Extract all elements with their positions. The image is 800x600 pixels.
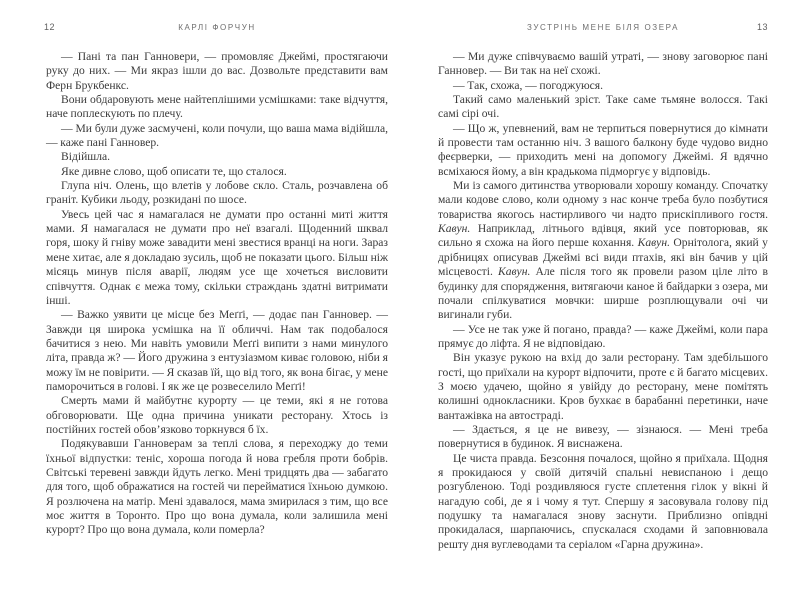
right-page-text — [438, 50, 768, 552]
italic-text-run: Кавун. — [438, 222, 471, 236]
text-run: Глупа ніч. Олень, що влетів у лобове скло. Сталь, розчавлена об граніт. Кубики льоду, розкидані по шосе. — [46, 179, 388, 207]
left-running-head: КАРЛІ ФОРЧУН — [178, 23, 256, 32]
text-run: Такий само маленький зріст. Таке саме тьмяне волосся. Такі самі сірі очі. — [438, 93, 768, 121]
paragraph — [46, 50, 388, 93]
paragraph — [46, 394, 388, 437]
text-run: Ми із самого дитинства утворювали хорошу команду. Спочатку мали кодове слово, коли одному з нас конче треба було позбутися товариства якогось настирливого чи надто прискіпливого гостя. — [438, 179, 768, 221]
paragraph — [438, 79, 768, 93]
text-run: — Здається, я це не вивезу, — зізнаюся. — Мені треба повернутися в будинок. Я виснажена. — [438, 422, 768, 451]
right-running-head: ЗУСТРІНЬ МЕНЕ БІЛЯ ОЗЕРА — [526, 23, 680, 32]
text-run: Наприклад, літнього вдівця, який усе повторював, як сильно я схожа на його перше кохання. — [438, 222, 768, 250]
text-run: Це чиста правда. Безсоння почалося, щойно я приїхала. Щодня я прокидаюся у своїй дитячій спальні невиспаною і дещо розгубленою. Тоді роздивляюся густе сплетення гілок у вікні й нагадую собі, де я і чому я тут. Спершу я засовувала голову під подушку та намагалася знову заснути. Приблизно опівдні прокидалася, шарпаючись, спускалася сходами й заповнювала решту дня вуглеводами та серіалом «Гарна дружина». — [438, 451, 768, 551]
text-run: Смерть мами й майбутнє курорту — це теми, які я не готова обговорювати. Ще одна причина уникати ресторану. Хтось із постійних гостей обов’язково торкнувся б їх. — [46, 394, 388, 436]
text-run: — Усе не так уже й погано, правда? — каже Джеймі, коли пара прямує до ліфта. Я не відповідаю. — [438, 322, 768, 350]
paragraph — [46, 179, 388, 208]
right-page-number: 13 — [756, 22, 768, 32]
paragraph — [438, 423, 768, 452]
paragraph — [438, 323, 768, 352]
paragraph — [438, 179, 768, 322]
paragraph — [46, 122, 388, 151]
italic-text-run: Кавун. — [637, 236, 670, 250]
paragraph — [46, 165, 388, 179]
text-run: — Важко уявити це місце без Меґґі, — додає пан Ганновер. — Завжди ця широка усмішка на її обличчі. Нам так подобалося бачитися з нею. Ми навіть умовили Меґґі випити з нами минулого літа, правда ж? — Його дружина з ентузіазмом киває головою, ніби я можу їм не повірити. — Я сказав їй, що від того, як вона бігає, у мене паморочиться в голові. І як же це розвеселило Меґґі! — [46, 308, 388, 393]
paragraph — [46, 150, 388, 164]
left-page-number: 12 — [44, 22, 56, 32]
text-run: Вони обдаровують мене найтеплішими усмішками: таке відчуття, наче поплескують по плечу. — [46, 93, 388, 121]
paragraph — [438, 122, 768, 179]
text-run: — Ми дуже співчуваємо вашій утраті, — знову заговорює пані Ганновер. — Ви так на неї схожі. — [438, 50, 768, 78]
text-run: Але після того як провели разом ціле літо в будинку для спорядження, витягаючи каное й байдарки з озера, ми почали спілкуватися мовчки: ширше розплющували очі чи вигинали губи. — [438, 265, 768, 322]
paragraph — [46, 437, 388, 537]
text-run: Відійшла. — [61, 150, 111, 164]
text-run: Яке дивне слово, щоб описати те, що сталося. — [61, 164, 287, 178]
paragraph — [46, 308, 388, 394]
paragraph — [438, 351, 768, 423]
text-run: Він указує рукою на вхід до зали ресторану. Там здебільшого гості, що приїхали на курорт відпочити, проте є й багато місцевих. З моєю удачею, щойно я увійду до ресторану, мене помітять колишні однокласники. Кров бухкає в барабанні перетинки, наче вантажівка на автостраді. — [438, 351, 768, 422]
italic-text-run: Кавун. — [498, 265, 531, 279]
paragraph — [438, 93, 768, 122]
paragraph — [46, 93, 388, 122]
left-page-text — [46, 50, 388, 538]
text-run: — Ми були дуже засмучені, коли почули, що ваша мама відійшла, — каже пані Ганновер. — [46, 121, 388, 150]
text-run: Увесь цей час я намагалася не думати про останні миті життя мами. Я намагалася не думати про неї взагалі. Щоденний шквал горя, шоку й гніву може завадити мені звестися вранці на ноги. Зараз мене хитає, але я докладаю зусиль, щоб не показати цього. Більш ніж місяць минув після аварії, людям усе ще хочеться висловити співчуття. Однак є межа тому, скільки страждань здатні витримати інші. — [46, 207, 388, 307]
text-run: Орнітолога, який у дрібницях описував Джеймі всі види птахів, які він бачив у цій місцевості. — [438, 236, 768, 279]
text-run: — Так, схожа, — погоджуюся. — [453, 78, 604, 92]
text-run: — Що ж, упевнений, вам не терпиться повернутися до кімнати й провести там останню ніч. З вашого балкону буде чудово видно феєрверки, — приходить мені на допомогу Джеймі. Я вдячно всміхаюся йому, а він крадькома підморгує у відповідь. — [438, 121, 768, 178]
paragraph — [438, 50, 768, 79]
paragraph — [46, 208, 388, 308]
text-run: — Пані та пан Ганновери, — промовляє Джеймі, простягаючи руку до них. — Ми якраз ішли до вас. Дозвольте представити вам Ферн Брукбенкс. — [46, 50, 388, 92]
paragraph — [438, 452, 768, 552]
text-run: Подякувавши Ганноверам за теплі слова, я переходжу до теми їхньої відпустки: теніс, хороша погода й нова гребля проти бобрів. Світські теревені завжди йдуть легко. Мені тридцять два — забагато для того, щоб ображатися на гостей чи перейматися їхньою думкою. Я розлючена на матір. Мені здавалося, мама змирилася з тим, що все моє життя в Торонто. Про що вона думала, коли залишила мені курорт? Про що вона думала, коли померла? — [46, 437, 388, 537]
